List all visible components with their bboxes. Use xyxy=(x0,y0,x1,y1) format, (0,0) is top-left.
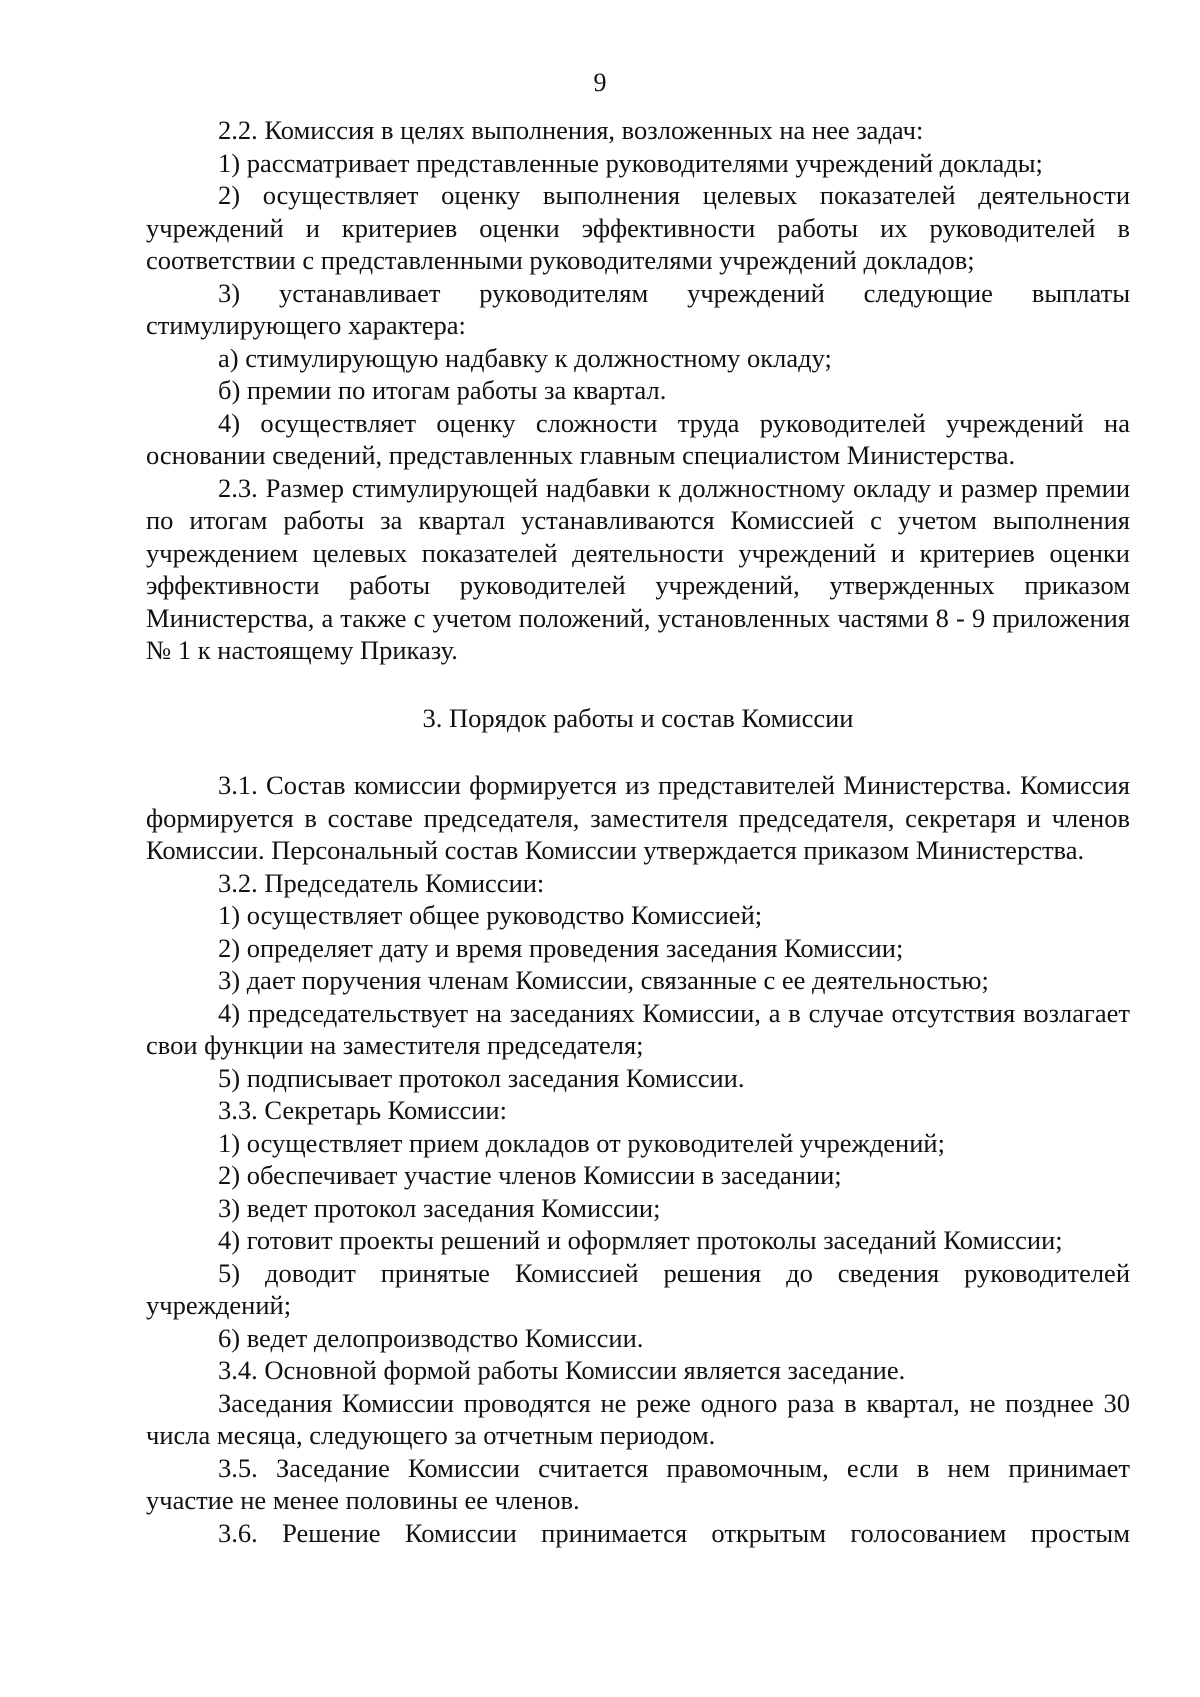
list-item-3-2-2: 2) определяет дату и время проведения заседания Комиссии; xyxy=(218,932,904,963)
list-item-3-3-5: 5) доводит принятые Комиссией решения до сведения руководителей учреждений; xyxy=(146,1257,1130,1320)
list-item-3-2-4: 4) председательствует на заседаниях Комиссии, а в случае отсутствия возлагает свои функции на заместителя председателя; xyxy=(146,997,1130,1060)
paragraph-2-2: 2.2. Комиссия в целях выполнения, возложенных на нее задач: xyxy=(218,115,924,145)
list-item-3-2-5: 5) подписывает протокол заседания Комиссии. xyxy=(218,1062,745,1093)
paragraph-3-2: 3.2. Председатель Комиссии: xyxy=(218,867,545,898)
list-item-2-2-3-b: б) премии по итогам работы за квартал. xyxy=(218,375,667,405)
document-body xyxy=(146,114,1130,1549)
list-item-2-2-1: 1) рассматривает представленные руководителями учреждений доклады; xyxy=(218,147,1043,178)
list-item-3-3-6: 6) ведет делопроизводство Комиссии. xyxy=(218,1322,644,1353)
list-item-2-2-4: 4) осуществляет оценку сложности труда руководителей учреждений на основании сведений, представленных главным специалистом Министерства. xyxy=(146,407,1130,470)
paragraph-3-3: 3.3. Секретарь Комиссии: xyxy=(218,1095,507,1125)
list-item-3-3-2: 2) обеспечивает участие членов Комиссии в заседании; xyxy=(218,1160,842,1190)
section-heading: 3. Порядок работы и состав Комиссии xyxy=(422,702,854,733)
list-item-3-2-3: 3) дает поручения членам Комиссии, связанные с ее деятельностью; xyxy=(218,965,989,995)
page-number: 9 xyxy=(593,68,607,97)
paragraph-3-5: 3.5. Заседание Комиссии считается правомочным, если в нем принимает участие не менее половины ее членов. xyxy=(146,1452,1130,1515)
paragraph-2-3: 2.3. Размер стимулирующей надбавки к должностному окладу и размер премии по итогам работы за квартал устанавливаются Комиссией с учетом выполнения учреждением целевых показателей деятельности учреждений и критериев оценки эффективности работы руководителей учреждений, утвержденных приказом Министерства, а также с учетом положений, установленных частями 8 - 9 приложения № 1 к настоящему Приказу. xyxy=(146,472,1130,665)
list-item-3-3-3: 3) ведет протокол заседания Комиссии; xyxy=(218,1192,661,1223)
list-item-2-2-3-a: а) стимулирующую надбавку к должностному окладу; xyxy=(218,342,832,373)
paragraph-3-1: 3.1. Состав комиссии формируется из представителей Министерства. Комиссия формируется в составе председателя, заместителя председателя, секретаря и членов Комиссии. Персональный состав Комиссии утверждается приказом Министерства. xyxy=(146,770,1130,865)
list-item-3-3-1: 1) осуществляет прием докладов от руководителей учреждений; xyxy=(218,1127,945,1158)
paragraph-3-4-meetings: Заседания Комиссии проводятся не реже одного раза в квартал, не позднее 30 числа месяца, следующего за отчетным периодом. xyxy=(146,1387,1130,1450)
list-item-2-2-3: 3) устанавливает руководителям учреждений следующие выплаты стимулирующего характера: xyxy=(146,277,1130,340)
list-item-2-2-2: 2) осуществляет оценку выполнения целевых показателей деятельности учреждений и критериев оценки эффективности работы их руководителей в соответствии с представленными руководителями учреждений докладов; xyxy=(146,180,1130,275)
paragraph-3-6: 3.6. Решение Комиссии принимается открытым голосованием простым xyxy=(218,1517,1130,1548)
list-item-3-2-1: 1) осуществляет общее руководство Комиссией; xyxy=(218,900,763,930)
paragraph-3-4: 3.4. Основной формой работы Комиссии является заседание. xyxy=(218,1355,906,1385)
list-item-3-3-4: 4) готовит проекты решений и оформляет протоколы заседаний Комиссии; xyxy=(218,1225,1063,1255)
